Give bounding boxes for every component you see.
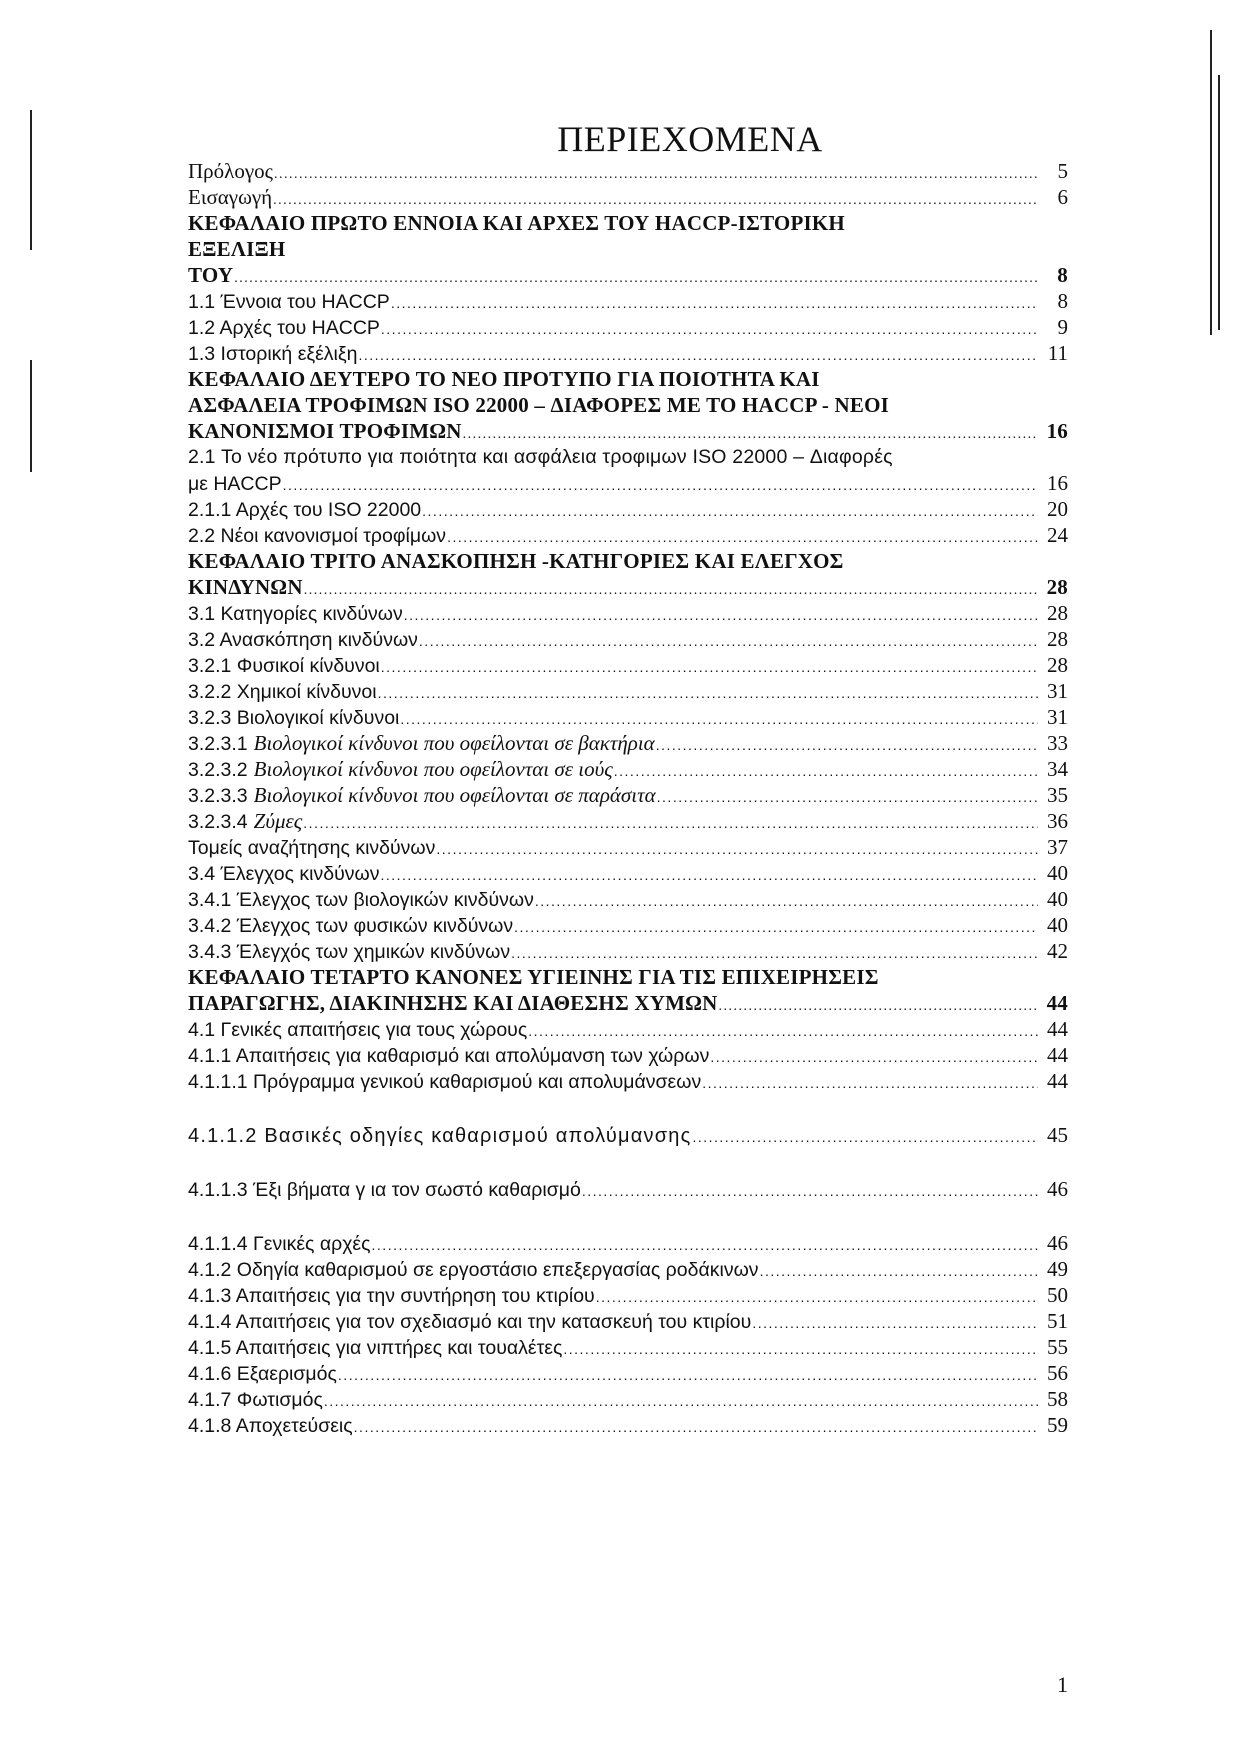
toc-entry-chapter-2: ΚΑΝΟΝΙΣΜΟΙ ΤΡΟΦΙΜΩΝ ..... 16 [188, 418, 1068, 444]
toc-entry-1-1: 1.1 Έννοια του HACCP ..... 8 [188, 288, 1068, 314]
spacer [188, 1148, 1068, 1176]
toc-entry-3-2-3-2: 3.2.3.2 Βιολογικοί κίνδυνοι που οφείλονται σε ιούς ..... 34 [188, 756, 1068, 782]
toc-entry-2-2: 2.2 Νέοι κανονισμοί τροφίμων ..... 24 [188, 522, 1068, 548]
toc-entry-4-1-1-1: 4.1.1.1 Πρόγραμμα γενικού καθαρισμού και απολυμάνσεων ..... 44 [188, 1068, 1068, 1094]
toc-entry-introduction: Εισαγωγή ..... 6 [188, 184, 1068, 210]
toc-entry-2-1-line-1: 2.1 Το νέο πρότυπο για ποιότητα και ασφάλεια τροφιμων ISO 22000 – Διαφορές [188, 446, 893, 468]
toc-entry-prologue: Πρόλογος ..... 5 [188, 158, 1068, 184]
toc-entry-1-3: 1.3 Ιστορική εξέλιξη ..... 11 [188, 340, 1068, 366]
spacer [188, 1094, 1068, 1122]
toc-entry-3-2: 3.2 Ανασκόπηση κινδύνων ..... 28 [188, 626, 1068, 652]
toc-entry-3-4: 3.4 Έλεγχος κινδύνων ..... 40 [188, 860, 1068, 886]
toc-entry-4-1-3: 4.1.3 Απαιτήσεις για την συντήρηση του κτιρίου ..... 50 [188, 1282, 1068, 1308]
spacer [188, 1202, 1068, 1230]
chapter-2-heading-line-2: ΑΣΦΑΛΕΙΑ ΤΡΟΦΙΜΩΝ ISO 22000 – ΔΙΑΦΟΡΕΣ ΜΕ ΤΟ HACCP - ΝΕΟΙ [188, 393, 890, 417]
toc-entry-4-1-7: 4.1.7 Φωτισμός ..... 58 [188, 1386, 1068, 1412]
toc-entry-4-1-1-2: 4.1.1.2 Βασικές οδηγίες καθαρισμού απολύμανσης ..... 45 [188, 1122, 1068, 1148]
toc-entry-2-1: με HACCP ..... 16 [188, 470, 1068, 496]
toc-entry-chapter-4: ΠΑΡΑΓΩΓΗΣ, ΔΙΑΚΙΝΗΣΗΣ ΚΑΙ ΔΙΑΘΕΣΗΣ ΧΥΜΩΝ ..... 44 [188, 990, 1068, 1016]
toc-entry-4-1-8: 4.1.8 Αποχετεύσεις ..... 59 [188, 1412, 1068, 1438]
toc-entry-4-1-1-4: 4.1.1.4 Γενικές αρχές ..... 46 [188, 1230, 1068, 1256]
toc-entry-3-2-3: 3.2.3 Βιολογικοί κίνδυνοι ..... 31 [188, 704, 1068, 730]
toc-entry-1-2: 1.2 Αρχές του HACCP ..... 9 [188, 314, 1068, 340]
toc-entry-4-1-1: 4.1.1 Απαιτήσεις για καθαρισμό και απολύμανση των χώρων ..... 44 [188, 1042, 1068, 1068]
chapter-2-heading-line-1: ΚΕΦΑΛΑΙΟ ΔΕΥΤΕΡΟ ΤΟ ΝΕΟ ΠΡΟΤΥΠΟ ΓΙΑ ΠΟΙΟΤΗΤΑ ΚΑΙ [188, 367, 820, 391]
toc-entry-4-1: 4.1 Γενικές απαιτήσεις για τους χώρους ..... 44 [188, 1016, 1068, 1042]
toc-entry-3-2-1: 3.2.1 Φυσικοί κίνδυνοι ..... 28 [188, 652, 1068, 678]
toc-entry-hazard-search-areas: Τομείς αναζήτησης κινδύνων ..... 37 [188, 834, 1068, 860]
chapter-3-heading-line-1: ΚΕΦΑΛΑΙΟ ΤΡΙΤΟ ΑΝΑΣΚΟΠΗΣΗ -ΚΑΤΗΓΟΡΙΕΣ ΚΑΙ ΕΛΕΓΧΟΣ [188, 549, 844, 573]
chapter-1-heading-line-2: ΕΞΕΛΙΞΗ [188, 237, 286, 261]
toc-entry-3-2-2: 3.2.2 Χημικοί κίνδυνοι ..... 31 [188, 678, 1068, 704]
toc-entry-3-2-3-3: 3.2.3.3 Βιολογικοί κίνδυνοι που οφείλονται σε παράσιτα ..... 35 [188, 782, 1068, 808]
scan-edge-line-right-2 [1218, 75, 1220, 330]
toc-entry-3-4-1: 3.4.1 Έλεγχος των βιολογικών κινδύνων ..... 40 [188, 886, 1068, 912]
toc-entry-4-1-5: 4.1.5 Απαιτήσεις για νιπτήρες και τουαλέτες ..... 55 [188, 1334, 1068, 1360]
toc-entry-4-1-1-3: 4.1.1.3 Έξι βήματα γ ια τον σωστό καθαρισμό ..... 46 [188, 1176, 1068, 1202]
toc-entry-3-1: 3.1 Κατηγορίες κινδύνων ..... 28 [188, 600, 1068, 626]
page-title: ΠΕΡΙΕΧΟΜΕΝΑ [557, 119, 823, 159]
toc-entry-4-1-4: 4.1.4 Απαιτήσεις για τον σχεδιασμό και την κατασκευή του κτιρίου ..... 51 [188, 1308, 1068, 1334]
toc-entry-3-2-3-4: 3.2.3.4 Ζύμες ..... 36 [188, 808, 1068, 834]
toc-entry-3-4-3: 3.4.3 Έλεγχός των χημικών κινδύνων ..... 42 [188, 938, 1068, 964]
toc-entry-4-1-6: 4.1.6 Εξαερισμός ..... 56 [188, 1360, 1068, 1386]
scan-edge-line-left-bottom [30, 360, 32, 472]
toc-entry-4-1-2: 4.1.2 Οδηγία καθαρισμού σε εργοστάσιο επεξεργασίας ροδάκινων ..... 49 [188, 1256, 1068, 1282]
toc-entry-3-4-2: 3.4.2 Έλεγχος των φυσικών κινδύνων ..... 40 [188, 912, 1068, 938]
page-number: 1 [1057, 1672, 1068, 1697]
toc-entry-chapter-1: ΤΟΥ ..... 8 [188, 262, 1068, 288]
toc-entry-2-1-1: 2.1.1 Αρχές του ISO 22000 ..... 20 [188, 496, 1068, 522]
chapter-4-heading-line-1: ΚΕΦΑΛΑΙΟ ΤΕΤΑΡΤΟ ΚΑΝΟΝΕΣ ΥΓΙΕΙΝΗΣ ΓΙΑ ΤΙΣ ΕΠΙΧΕΙΡΗΣΕΙΣ [188, 965, 879, 989]
scan-edge-line-right-1 [1210, 30, 1212, 335]
toc-entry-3-2-3-1: 3.2.3.1 Βιολογικοί κίνδυνοι που οφείλονται σε βακτήρια ..... 33 [188, 730, 1068, 756]
table-of-contents [188, 158, 1068, 1438]
toc-entry-chapter-3: ΚΙΝΔΥΝΩΝ ..... 28 [188, 574, 1068, 600]
chapter-1-heading-line-1: ΚΕΦΑΛΑΙΟ ΠΡΩΤΟ ΕΝΝΟΙΑ ΚΑΙ ΑΡΧΕΣ ΤΟΥ HACCP-ΙΣΤΟΡΙΚΗ [188, 211, 845, 235]
